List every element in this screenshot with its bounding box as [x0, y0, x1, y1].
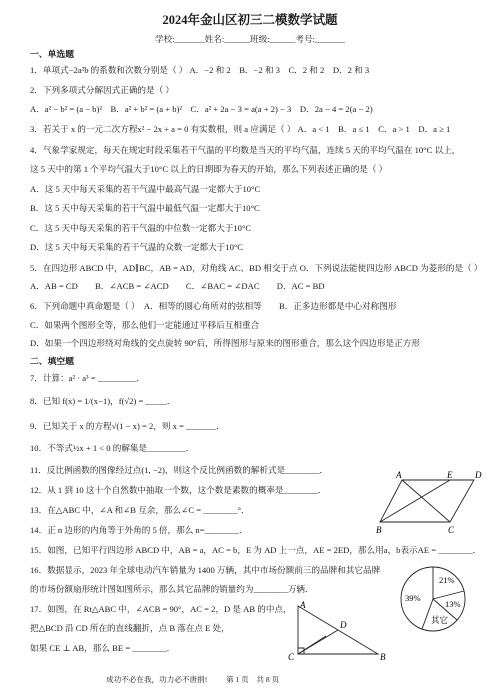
section-title-single-choice: 一、单选题 [30, 49, 74, 59]
slice-label-13: 13% [445, 599, 461, 609]
market-share-pie [395, 563, 479, 635]
segment-ce [298, 636, 326, 654]
question-2: 2．下列多项式分解因式正确的是（ ） [30, 85, 174, 95]
question-7: 7．计算：a² · a³ = _________． [30, 373, 146, 383]
parallelogram-outline [380, 480, 474, 522]
label-b: B [376, 525, 382, 535]
question-6-option-c: C．如果两个图形全等，那么他们一定能通过平移后互相重合 [30, 320, 260, 330]
diagonal-ac [402, 480, 450, 522]
question-17-line-3: 如果 CE ⊥ AB，那么 BE = ________． [30, 643, 176, 653]
question-14: 14．正 n 边形的内角等于外角的 5 倍，那么 n=________． [30, 525, 248, 535]
question-17-line-2: 把△BCD 沿 CD 所在的直线翻折，点 B 落在点 E 处， [30, 623, 230, 633]
student-info-line: 学校:_______姓名:______班级:______考号:_______ [154, 34, 346, 44]
question-4-option-a: A．这 5 天中每天采集的若干气温中最高气温一定都大于10°C [30, 184, 261, 194]
question-10: 10．不等式½x + 1 < 0 的解集是_________． [30, 443, 195, 453]
question-4-option-d: D．这 5 天中每天采集的若干气温的众数一定都大于10°C [30, 242, 244, 252]
question-2-options: A．a² − b² = (a − b)² B．a² + b² = (a + b)² C．a² + 2a − 3 = a(a + 2) − 3 D．2a − 4 = 2(a − 2) [30, 104, 373, 114]
label-d: D [475, 470, 482, 480]
label-a: A [300, 600, 306, 610]
footer-motto: 成功不必在我，功力必不唐捐! [106, 675, 208, 684]
question-4-option-b: B．这 5 天中每天采集的若干气温中最低气温一定都大于10°C [30, 203, 260, 213]
exam-title: 2024年金山区初三二模数学试题 [162, 13, 338, 27]
question-16-line-2: 的市场份额扇形统计图如图所示，那么其它品牌的销量约为________万辆． [30, 584, 314, 594]
slice-label-other: 其它 [431, 615, 449, 625]
label-d: D [340, 620, 347, 630]
slice-label-21: 21% [439, 575, 455, 585]
question-8: 8．已知 f(x) = 1/(x−1)，f(√2) = _____． [30, 396, 176, 406]
pie-divider-right [433, 591, 464, 599]
label-a: A [396, 470, 402, 480]
question-6-option-d: D．如果一个四边形绕对角线的交点旋转 90°后，所得图形与原来的图形重合，那么这个四边形是正方形 [30, 338, 420, 348]
section-title-fill-in: 二、填空题 [30, 356, 74, 366]
question-12: 12．从 1 到 10 这十个自然数中抽取一个数，这个数是素数的概率是________． [30, 485, 327, 495]
question-1: 1．单项式−2a²b 的系数和次数分别是（ ） A．−2 和 2 B．−2 和 3 C．2 和 2 D．2 和 3 [30, 65, 370, 75]
question-11: 11．反比例函数的图像经过点(1, −2)，则这个反比例函数的解析式是________． [30, 465, 329, 475]
question-16-line-1: 16．数据显示，2023 年全球电动汽车销量为 1400 万辆，其中市场份额前三的品牌和其它品牌 [30, 565, 381, 575]
slice-label-39: 39% [405, 593, 421, 603]
question-9: 9．已知关于 x 的方程√(1 − x) = 2，则 x = _______． [30, 421, 225, 431]
question-15: 15．如图，已知平行四边形 ABCD 中，AB = a，AC = b，E 为 AD 上一点，AE = 2ED，那么用a，b表示AE = ________． [30, 545, 482, 555]
parallelogram-figure [372, 470, 484, 536]
question-5: 5．在四边形 ABCD 中，AD∥BC，AB = AD，对角线 AC、BD 相交于点 O．下列说法能使四边形 ABCD 为菱形的是（ ） [30, 263, 483, 273]
question-4-option-c: C．这 5 天中每天采集的若干气温的中位数一定都大于10°C [30, 223, 252, 233]
question-4-line-2: 这 5 天中的第 1 个平均气温大于10°C 以上的日期即为春天的开始，那么下列表述正确的是（ ） [30, 164, 388, 174]
label-c: C [448, 525, 455, 535]
question-4-line-1: 4．气象学家规定，每天在规定时段采集若干气温的平均数是当天的平均气温，连续 5 天的平均气温在 10°C 以上， [30, 145, 461, 155]
label-c: C [288, 652, 295, 662]
footer-page-number: 第 1 页 共 8 页 [226, 675, 280, 684]
question-3: 3．若关于 x 的一元二次方程x² − 2x + a = 0 有实数根，则 a 应满足（ ） A．a < 1 B．a ≤ 1 C．a > 1 D．a ≥ 1 [30, 124, 451, 134]
question-6: 6．下列命题中真命题是（ ） A．相等的圆心角所对的弦相等 B．正多边形都是中心对称图形 [30, 301, 397, 311]
label-e: E [447, 470, 453, 480]
question-13: 13．在△ABC 中，∠A 和∠B 互余，那么∠C = ________°． [30, 505, 250, 515]
question-17-line-1: 17．如图，在 Rt△ABC 中，∠ACB = 90°，AC = 2，D 是 AB 的中点， [30, 604, 292, 614]
question-5-options: A．AB = CD B．∠ACB = ∠ACD C．∠BAC = ∠DAC D．AC = BD [30, 281, 325, 291]
right-triangle-figure [286, 600, 390, 662]
label-b: B [380, 652, 386, 662]
